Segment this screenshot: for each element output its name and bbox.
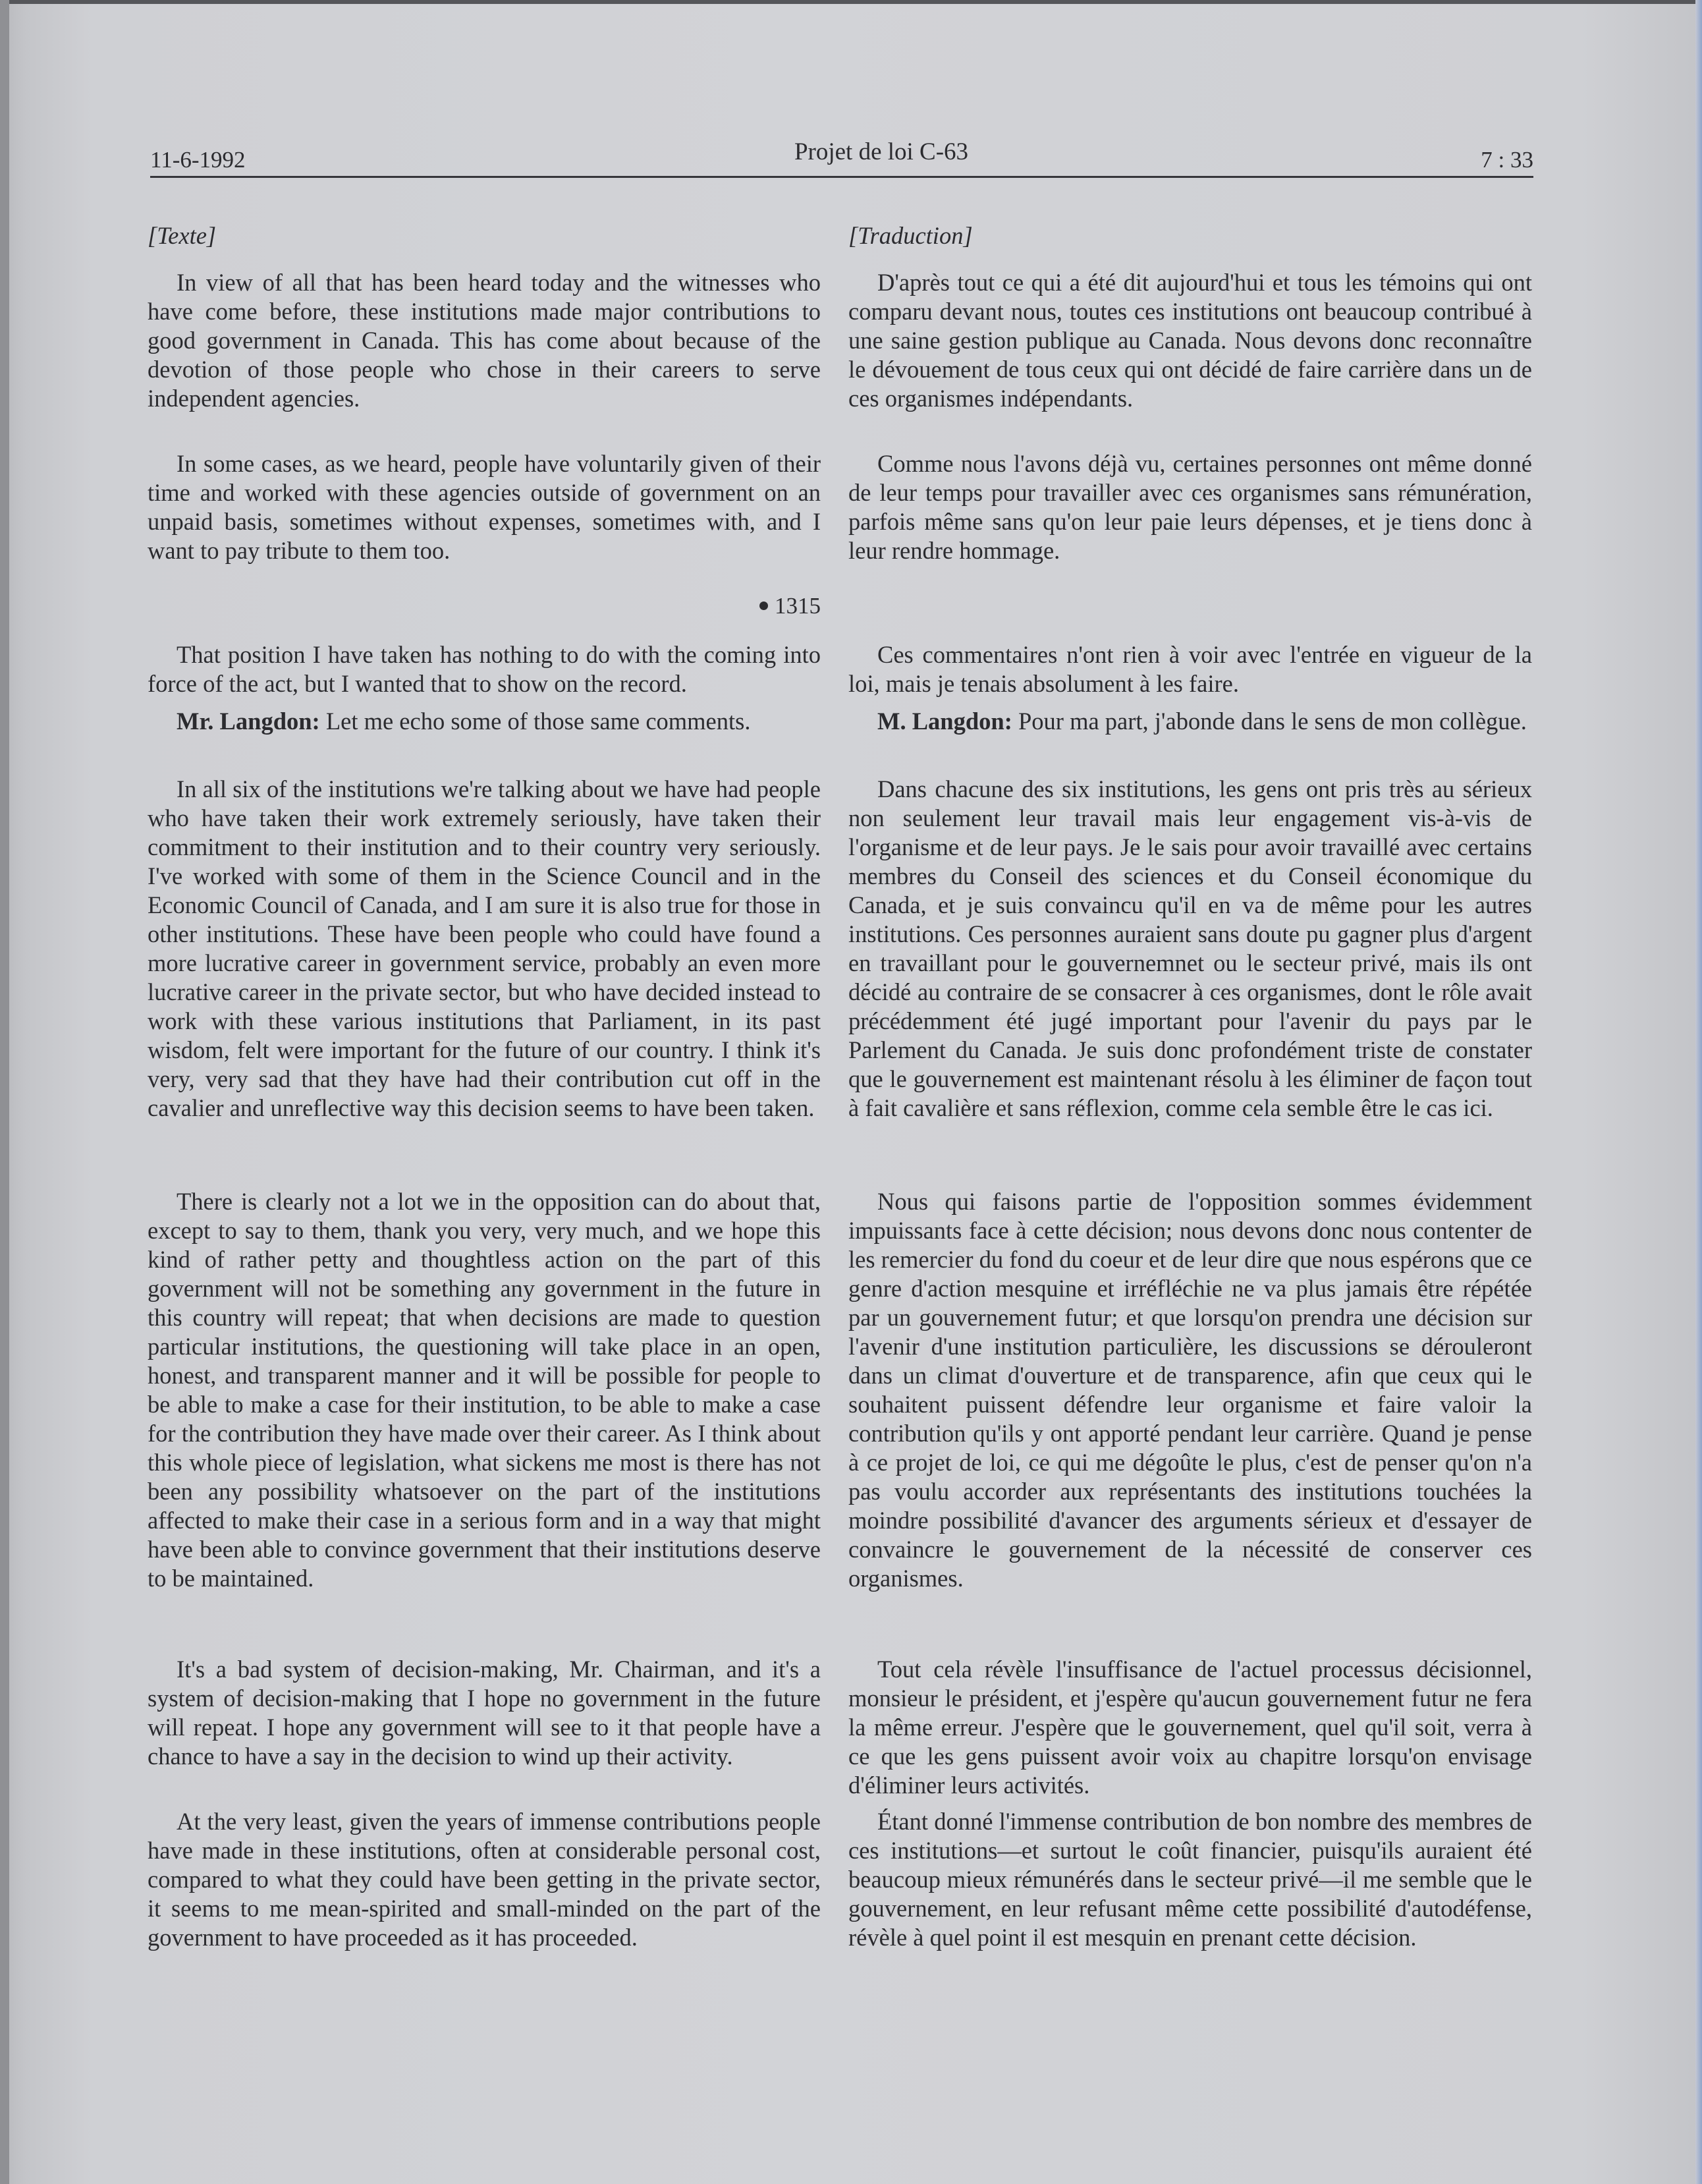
column-label: [Traduction] [848, 222, 973, 249]
paragraph [848, 1187, 1532, 1593]
paragraph [148, 775, 821, 1123]
paragraph-text: In some cases, as we heard, people have voluntarily given of their time and worked with these agencies outside of government on an unpaid basis, sometimes without expenses, sometimes with, and I want to pay tribute to them too. [148, 450, 821, 564]
paragraph [848, 1807, 1532, 1952]
paragraph-text: Let me echo some of those same comments. [325, 708, 751, 735]
paragraph-text: Dans chacune des six institutions, les gens ont pris très au sérieux non seulement leur travail mais leur engagement vis-à-vis de l'organisme et de leur pays. Je le sais pour avoir travaillé avec certains membres du Conseil des sciences et du Conseil économique du Canada, et je suis convaincu qu'il en va de même pour les autres institutions. Ces personnes auraient sans doute pu gagner plus d'argent en travaillant pour le gouvernemnet ou le secteur privé, mais ils ont décidé au contraire de se consacrer à ces organismes, dont le rôle avait précédemment été jugé important pour l'avenir du pays par le Parlement du Canada. Je suis donc profondément triste de constater que le gouvernement est maintenant résolu à les éliminer de façon tout à fait cavalière et sans réflexion, comme cela semble être le cas ici. [848, 775, 1532, 1121]
paragraph-text: Étant donné l'immense contribution de bon nombre des membres de ces institutions—et surtout le coût financier, puisqu'ils auraient été beaucoup mieux rémunérés dans le secteur privé—il me semble que le gouvernement, en leur refusant même cette possibilité d'autodéfense, révèle à quel point il est mesquin en prenant cette décision. [848, 1808, 1532, 1951]
paragraph [148, 449, 821, 565]
paragraph-text: That position I have taken has nothing to do with the coming into force of the act, but I wanted that to show on the record. [148, 641, 821, 697]
paragraph-text: D'après tout ce qui a été dit aujourd'hui et tous les témoins qui ont comparu devant nous, toutes ces institutions ont beaucoup contribué à une saine gestion publique au Canada. Nous devons donc reconnaître le dévouement de tous ceux qui ont décidé de faire carrière dans un de ces organismes indépendants. [848, 269, 1532, 412]
paragraph-text: There is clearly not a lot we in the opposition can do about that, except to say to them, thank you very, very much, and we hope this kind of rather petty and thoughtless action on the part of this government will not be something any government in the future in this country will repeat; that when decisions are made to question particular institutions, the questioning will take place in an open, honest, and transparent manner and it will be possible for people to be able to make a case for their institution, to be able to make a case for the contribution they have made over their career. As I think about this whole piece of legislation, what sickens me most is there has not been any possibility whatsoever on the part of the institutions affected to make their case in a serious form and in a way that might have been able to convince government that their institutions deserve to be maintained. [148, 1188, 821, 1592]
speaker-name: M. Langdon: [877, 708, 1012, 735]
paragraph [848, 640, 1532, 698]
page-top-edge [0, 0, 1702, 4]
time-marker-text: 1315 [775, 593, 821, 619]
paragraph [148, 268, 821, 413]
paragraph [148, 1807, 821, 1952]
paragraph-text: Tout cela révèle l'insuffisance de l'actuel processus décisionnel, monsieur le président, et j'espère qu'aucun gouvernement futur ne fera la même erreur. J'espère que le gouvernement, quel qu'il soit, verra à ce que les gens puissent avoir voix au chapitre lorsqu'on envisage d'éliminer leurs activités. [848, 1656, 1532, 1799]
header-date: 11-6-1992 [150, 147, 246, 173]
paragraph [148, 640, 821, 698]
paragraph [148, 1187, 821, 1593]
speaker-paragraph [148, 707, 821, 736]
running-header [150, 135, 1533, 178]
time-marker [759, 592, 821, 621]
speaker-name: Mr. Langdon: [177, 708, 320, 735]
column-label-text: Traduction [858, 222, 964, 249]
bullet-icon [759, 602, 768, 610]
page-right-edge [1695, 0, 1702, 2184]
paragraph-text: Nous qui faisons partie de l'opposition sommes évidemment impuissants face à cette décision; nous devons donc nous contenter de les remercier du fond du coeur et de leur dire que nous espérons que ce genre d'action mesquine et irréfléchie ne va plus jamais être répétée par un gouvernement futur; et que lorsqu'on prendra une décision sur l'avenir d'une institution particulière, les discussions se dérouleront dans un climat d'ouverture et de transparence, afin que ceux qui le souhaitent puissent défendre leur organisme et faire valoir la contribution qu'ils y ont apporté pendant leur carrière. Quand je pense à ce projet de loi, ce qui me dégoûte le plus, c'est de penser qu'on n'a pas voulu accorder aux représentants des institutions touchées la moindre possibilité d'avancer des arguments sérieux et d'essayer de convaincre le gouvernement de la nécessité de conserver ces organismes. [848, 1188, 1532, 1592]
paragraph [848, 1655, 1532, 1800]
paragraph [848, 449, 1532, 565]
column-label: [Texte] [148, 222, 217, 249]
header-title: Projet de loi C-63 [794, 138, 969, 165]
header-page-number: 7 : 33 [1481, 147, 1533, 173]
paragraph-text: Pour ma part, j'abonde dans le sens de mon collègue. [1018, 708, 1527, 735]
page-binding-edge [0, 0, 9, 2184]
paragraph-text: At the very least, given the years of immense contributions people have made in these institutions, often at considerable personal cost, compared to what they could have been getting in the private sector, it seems to me mean-spirited and small-minded on the part of the government to have proceeded as it has proceeded. [148, 1808, 821, 1951]
paragraph-text: Ces commentaires n'ont rien à voir avec l'entrée en vigueur de la loi, mais je tenais absolument à les faire. [848, 641, 1532, 697]
paragraph-text: In view of all that has been heard today and the witnesses who have come before, these institutions made major contributions to good government in Canada. This has come about because of the devotion of those people who chose in their careers to serve independent agencies. [148, 269, 821, 412]
speaker-paragraph [848, 707, 1532, 736]
paragraph-text: Comme nous l'avons déjà vu, certaines personnes ont même donné de leur temps pour travailler avec ces organismes sans rémunération, parfois même sans qu'on leur paie leurs dépenses, et je tiens donc à leur rendre hommage. [848, 450, 1532, 564]
paragraph-text: It's a bad system of decision-making, Mr. Chairman, and it's a system of decision-making that I hope no government in the future will repeat. I hope any government will see to it that people have a chance to have a say in the decision to wind up their activity. [148, 1656, 821, 1770]
paragraph [848, 268, 1532, 413]
paragraph-text: In all six of the institutions we're talking about we have had people who have taken their work extremely seriously, have taken their commitment to their institution and to their country very seriously. I've worked with some of them in the Science Council and in the Economic Council of Canada, and I am sure it is also true for those in other institutions. These have been people who could have found a more lucrative career in government service, probably an even more lucrative career in the private sector, but who have decided instead to work with these various institutions that Parliament, in its past wisdom, felt were important for the future of our country. I think it's very, very sad that they have had their contribution cut off in the cavalier and unreflective way this decision seems to have been taken. [148, 775, 821, 1121]
paragraph [848, 775, 1532, 1123]
column-label-text: Texte [157, 222, 207, 249]
paragraph [148, 1655, 821, 1771]
